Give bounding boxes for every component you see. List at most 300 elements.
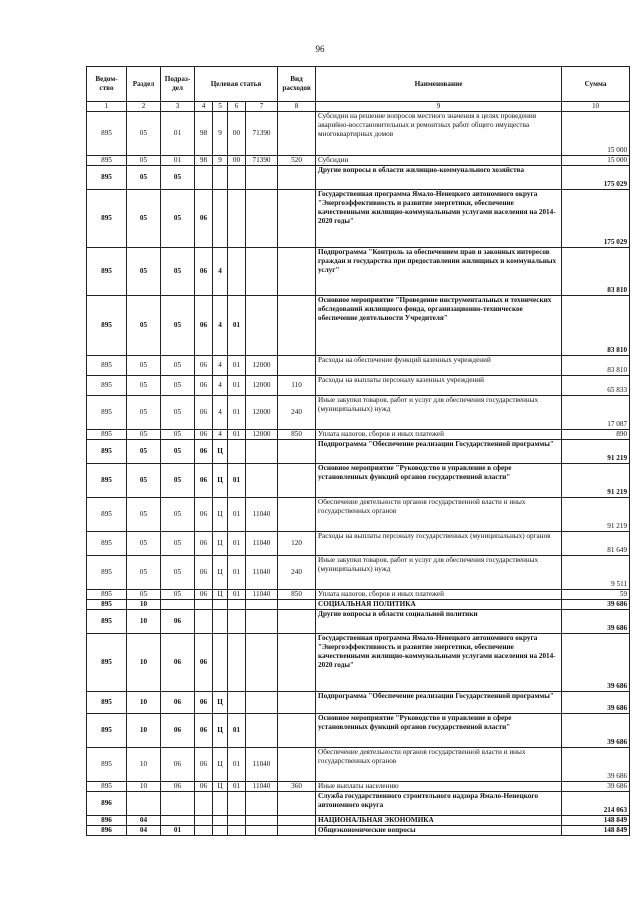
program-cell: 06 bbox=[195, 590, 213, 600]
vid-cell: 120 bbox=[278, 532, 316, 556]
sum-cell: 9 511 bbox=[562, 556, 630, 590]
event-cell bbox=[228, 634, 246, 692]
sum-cell: 83 810 bbox=[562, 356, 630, 376]
vid-cell bbox=[278, 112, 316, 156]
program-cell: 06 bbox=[195, 556, 213, 590]
name-cell: Государственная программа Ямало-Ненецкого автономного округа "Энергоэффективность и развитие энергетики, обеспечение качественными жилищно-коммунальными услугами населения на 2014-2020 годы" bbox=[316, 634, 562, 692]
vid-cell: 240 bbox=[278, 556, 316, 590]
name-cell: СОЦИАЛЬНАЯ ПОЛИТИКА bbox=[316, 600, 562, 610]
program-cell bbox=[195, 166, 213, 190]
podrazdel-cell: 05 bbox=[161, 248, 195, 296]
razdel-cell bbox=[127, 792, 161, 816]
table-row bbox=[87, 156, 630, 166]
razdel-cell: 05 bbox=[127, 190, 161, 248]
direction-cell: 12000 bbox=[246, 430, 278, 440]
program-cell bbox=[195, 816, 213, 826]
vid-cell bbox=[278, 634, 316, 692]
name-cell: Расходы на выплаты персоналу государственных (муниципальных) органов bbox=[316, 532, 562, 556]
podrazdel-cell: 01 bbox=[161, 112, 195, 156]
direction-cell bbox=[246, 464, 278, 498]
name-cell: Государственная программа Ямало-Ненецкого автономного округа "Энергоэффективность и развитие энергетики, обеспечение качественными жилищно-коммунальными услугами населения на 2014-2020 годы" bbox=[316, 190, 562, 248]
podrazdel-cell: 05 bbox=[161, 190, 195, 248]
program-cell: 06 bbox=[195, 782, 213, 792]
event-cell bbox=[228, 610, 246, 634]
subprogram-cell: 9 bbox=[213, 112, 228, 156]
program-cell: 06 bbox=[195, 376, 213, 396]
sum-cell: 175 029 bbox=[562, 190, 630, 248]
program-cell: 06 bbox=[195, 396, 213, 430]
vedomstvo-cell: 895 bbox=[87, 112, 127, 156]
subprogram-cell: 4 bbox=[213, 396, 228, 430]
sum-cell: 148 849 bbox=[562, 816, 630, 826]
direction-cell: 71390 bbox=[246, 156, 278, 166]
header-vedomstvo: Ведом-ство bbox=[87, 67, 127, 102]
razdel-cell: 10 bbox=[127, 634, 161, 692]
sum-cell: 175 029 bbox=[562, 166, 630, 190]
vid-cell bbox=[278, 248, 316, 296]
subprogram-cell bbox=[213, 634, 228, 692]
subprogram-cell bbox=[213, 166, 228, 190]
name-cell: Общеэкономические вопросы bbox=[316, 826, 562, 836]
vid-cell bbox=[278, 748, 316, 782]
vedomstvo-cell: 895 bbox=[87, 714, 127, 748]
name-cell: Уплата налогов, сборов и иных платежей bbox=[316, 590, 562, 600]
table-row bbox=[87, 748, 630, 782]
event-cell: 01 bbox=[228, 498, 246, 532]
vid-cell bbox=[278, 714, 316, 748]
subprogram-cell: 4 bbox=[213, 430, 228, 440]
table-row bbox=[87, 190, 630, 248]
program-cell: 06 bbox=[195, 430, 213, 440]
vid-cell bbox=[278, 600, 316, 610]
event-cell bbox=[228, 600, 246, 610]
vedomstvo-cell: 895 bbox=[87, 498, 127, 532]
podrazdel-cell: 06 bbox=[161, 714, 195, 748]
vedomstvo-cell: 895 bbox=[87, 356, 127, 376]
direction-cell bbox=[246, 440, 278, 464]
podrazdel-cell: 06 bbox=[161, 610, 195, 634]
event-cell bbox=[228, 792, 246, 816]
vid-cell bbox=[278, 296, 316, 356]
event-cell bbox=[228, 816, 246, 826]
header-row bbox=[87, 67, 630, 102]
subprogram-cell: 4 bbox=[213, 356, 228, 376]
name-cell: Служба государственного строительного надзора Ямало-Ненецкого автономного округа bbox=[316, 792, 562, 816]
vedomstvo-cell: 895 bbox=[87, 190, 127, 248]
event-cell: 01 bbox=[228, 590, 246, 600]
direction-cell: 11040 bbox=[246, 782, 278, 792]
program-cell: 98 bbox=[195, 156, 213, 166]
name-cell: Другие вопросы в области жилищно-коммунального хозяйства bbox=[316, 166, 562, 190]
podrazdel-cell bbox=[161, 792, 195, 816]
table-row bbox=[87, 714, 630, 748]
event-cell bbox=[228, 440, 246, 464]
vedomstvo-cell: 895 bbox=[87, 464, 127, 498]
podrazdel-cell: 06 bbox=[161, 634, 195, 692]
header-naimenovanie: Наименование bbox=[316, 67, 562, 102]
event-cell: 01 bbox=[228, 296, 246, 356]
table-row bbox=[87, 634, 630, 692]
sum-cell: 39 686 bbox=[562, 600, 630, 610]
event-cell: 01 bbox=[228, 782, 246, 792]
subprogram-cell: 4 bbox=[213, 376, 228, 396]
razdel-cell: 05 bbox=[127, 464, 161, 498]
sum-cell: 65 833 bbox=[562, 376, 630, 396]
column-number: 8 bbox=[278, 102, 316, 112]
program-cell: 06 bbox=[195, 440, 213, 464]
program-cell: 06 bbox=[195, 634, 213, 692]
podrazdel-cell: 01 bbox=[161, 826, 195, 836]
table-row bbox=[87, 692, 630, 714]
vedomstvo-cell: 895 bbox=[87, 440, 127, 464]
podrazdel-cell: 05 bbox=[161, 376, 195, 396]
razdel-cell: 05 bbox=[127, 430, 161, 440]
direction-cell: 11040 bbox=[246, 590, 278, 600]
column-number: 4 bbox=[195, 102, 213, 112]
event-cell: 01 bbox=[228, 556, 246, 590]
subprogram-cell: Ц bbox=[213, 692, 228, 714]
vid-cell bbox=[278, 440, 316, 464]
column-number: 9 bbox=[316, 102, 562, 112]
razdel-cell: 05 bbox=[127, 156, 161, 166]
event-cell: 01 bbox=[228, 396, 246, 430]
vedomstvo-cell: 895 bbox=[87, 600, 127, 610]
name-cell: Субсидии на решение вопросов местного значения в целях проведения аварийно-восстановительных и ремонтных работ общего имущества многоквартирных домов bbox=[316, 112, 562, 156]
sum-cell: 81 649 bbox=[562, 532, 630, 556]
direction-cell: 11040 bbox=[246, 556, 278, 590]
podrazdel-cell bbox=[161, 600, 195, 610]
podrazdel-cell: 06 bbox=[161, 692, 195, 714]
program-cell: 06 bbox=[195, 748, 213, 782]
vedomstvo-cell: 895 bbox=[87, 748, 127, 782]
program-cell: 06 bbox=[195, 464, 213, 498]
vedomstvo-cell: 895 bbox=[87, 376, 127, 396]
event-cell: 01 bbox=[228, 532, 246, 556]
subprogram-cell bbox=[213, 792, 228, 816]
podrazdel-cell: 05 bbox=[161, 440, 195, 464]
razdel-cell: 05 bbox=[127, 356, 161, 376]
sum-cell: 91 219 bbox=[562, 464, 630, 498]
vid-cell bbox=[278, 826, 316, 836]
razdel-cell: 10 bbox=[127, 782, 161, 792]
name-cell: Расходы на обеспечение функций казенных учреждений bbox=[316, 356, 562, 376]
vedomstvo-cell: 895 bbox=[87, 248, 127, 296]
event-cell: 01 bbox=[228, 430, 246, 440]
sum-cell: 91 219 bbox=[562, 440, 630, 464]
subprogram-cell: Ц bbox=[213, 556, 228, 590]
subprogram-cell: Ц bbox=[213, 532, 228, 556]
table-row bbox=[87, 396, 630, 430]
table-row bbox=[87, 826, 630, 836]
name-cell: Обеспечение деятельности органов государственной власти и иных государственных органов bbox=[316, 498, 562, 532]
razdel-cell: 04 bbox=[127, 816, 161, 826]
vid-cell: 850 bbox=[278, 590, 316, 600]
vid-cell bbox=[278, 816, 316, 826]
direction-cell bbox=[246, 190, 278, 248]
subprogram-cell: Ц bbox=[213, 782, 228, 792]
table-row bbox=[87, 792, 630, 816]
razdel-cell: 05 bbox=[127, 498, 161, 532]
header-summa: Сумма bbox=[562, 67, 630, 102]
vid-cell: 110 bbox=[278, 376, 316, 396]
podrazdel-cell: 05 bbox=[161, 590, 195, 600]
program-cell: 06 bbox=[195, 692, 213, 714]
vid-cell bbox=[278, 464, 316, 498]
direction-cell bbox=[246, 816, 278, 826]
vedomstvo-cell: 895 bbox=[87, 782, 127, 792]
event-cell bbox=[228, 826, 246, 836]
vid-cell: 240 bbox=[278, 396, 316, 430]
table-row bbox=[87, 464, 630, 498]
razdel-cell: 05 bbox=[127, 112, 161, 156]
event-cell bbox=[228, 166, 246, 190]
event-cell bbox=[228, 190, 246, 248]
subprogram-cell: Ц bbox=[213, 748, 228, 782]
name-cell: Уплата налогов, сборов и иных платежей bbox=[316, 430, 562, 440]
vid-cell: 850 bbox=[278, 430, 316, 440]
vedomstvo-cell: 896 bbox=[87, 826, 127, 836]
program-cell bbox=[195, 600, 213, 610]
table-row bbox=[87, 816, 630, 826]
razdel-cell: 05 bbox=[127, 296, 161, 356]
sum-cell: 91 219 bbox=[562, 498, 630, 532]
direction-cell: 11040 bbox=[246, 532, 278, 556]
podrazdel-cell: 05 bbox=[161, 556, 195, 590]
event-cell: 01 bbox=[228, 356, 246, 376]
header-celevaya-statya: Целевая статья bbox=[195, 67, 278, 102]
vid-cell bbox=[278, 498, 316, 532]
direction-cell bbox=[246, 714, 278, 748]
table-row bbox=[87, 498, 630, 532]
sum-cell: 15 000 bbox=[562, 112, 630, 156]
program-cell bbox=[195, 610, 213, 634]
column-number: 2 bbox=[127, 102, 161, 112]
program-cell: 06 bbox=[195, 296, 213, 356]
event-cell: 01 bbox=[228, 714, 246, 748]
razdel-cell: 05 bbox=[127, 590, 161, 600]
sum-cell: 39 686 bbox=[562, 748, 630, 782]
vedomstvo-cell: 895 bbox=[87, 396, 127, 430]
table-row bbox=[87, 440, 630, 464]
sum-cell: 39 686 bbox=[562, 782, 630, 792]
direction-cell: 11040 bbox=[246, 748, 278, 782]
sum-cell: 148 849 bbox=[562, 826, 630, 836]
table-row bbox=[87, 356, 630, 376]
vid-cell bbox=[278, 356, 316, 376]
name-cell: Иные закупки товаров, работ и услуг для обеспечения государственных (муниципальных) нужд bbox=[316, 396, 562, 430]
direction-cell bbox=[246, 634, 278, 692]
direction-cell bbox=[246, 600, 278, 610]
column-number: 10 bbox=[562, 102, 630, 112]
subprogram-cell: Ц bbox=[213, 498, 228, 532]
sum-cell: 59 bbox=[562, 590, 630, 600]
table-row bbox=[87, 248, 630, 296]
direction-cell bbox=[246, 610, 278, 634]
direction-cell: 12000 bbox=[246, 376, 278, 396]
direction-cell bbox=[246, 692, 278, 714]
table-row bbox=[87, 590, 630, 600]
program-cell: 06 bbox=[195, 532, 213, 556]
subprogram-cell bbox=[213, 600, 228, 610]
vedomstvo-cell: 896 bbox=[87, 792, 127, 816]
direction-cell: 71390 bbox=[246, 112, 278, 156]
direction-cell bbox=[246, 826, 278, 836]
column-number: 1 bbox=[87, 102, 127, 112]
name-cell: Расходы на выплаты персоналу казенных учреждений bbox=[316, 376, 562, 396]
direction-cell: 11040 bbox=[246, 498, 278, 532]
column-number: 3 bbox=[161, 102, 195, 112]
event-cell: 01 bbox=[228, 376, 246, 396]
column-number: 6 bbox=[228, 102, 246, 112]
podrazdel-cell: 06 bbox=[161, 782, 195, 792]
sum-cell: 17 087 bbox=[562, 396, 630, 430]
vedomstvo-cell: 895 bbox=[87, 590, 127, 600]
program-cell: 06 bbox=[195, 248, 213, 296]
sum-cell: 15 000 bbox=[562, 156, 630, 166]
podrazdel-cell: 05 bbox=[161, 356, 195, 376]
name-cell: Подпрограмма "Обеспечение реализации Государственной программы" bbox=[316, 692, 562, 714]
subprogram-cell: Ц bbox=[213, 440, 228, 464]
sum-cell: 890 bbox=[562, 430, 630, 440]
sum-cell: 83 810 bbox=[562, 248, 630, 296]
subprogram-cell: 4 bbox=[213, 296, 228, 356]
vedomstvo-cell: 895 bbox=[87, 532, 127, 556]
sum-cell: 39 686 bbox=[562, 692, 630, 714]
vedomstvo-cell: 895 bbox=[87, 692, 127, 714]
podrazdel-cell: 01 bbox=[161, 156, 195, 166]
name-cell: Подпрограмма "Обеспечение реализации Государственной программы" bbox=[316, 440, 562, 464]
razdel-cell: 10 bbox=[127, 692, 161, 714]
event-cell: 00 bbox=[228, 156, 246, 166]
page-number: 96 bbox=[315, 44, 325, 54]
vid-cell bbox=[278, 166, 316, 190]
podrazdel-cell: 06 bbox=[161, 748, 195, 782]
column-number-row bbox=[87, 102, 630, 112]
vid-cell: 520 bbox=[278, 156, 316, 166]
event-cell: 01 bbox=[228, 464, 246, 498]
razdel-cell: 05 bbox=[127, 376, 161, 396]
sum-cell: 39 686 bbox=[562, 610, 630, 634]
program-cell: 06 bbox=[195, 356, 213, 376]
name-cell: Обеспечение деятельности органов государственной власти и иных государственных органов bbox=[316, 748, 562, 782]
direction-cell bbox=[246, 296, 278, 356]
program-cell bbox=[195, 826, 213, 836]
vedomstvo-cell: 896 bbox=[87, 816, 127, 826]
vedomstvo-cell: 895 bbox=[87, 556, 127, 590]
subprogram-cell: Ц bbox=[213, 590, 228, 600]
vedomstvo-cell: 895 bbox=[87, 610, 127, 634]
name-cell: Основное мероприятие "Проведение инструментальных и технических обследований жилищного фонда, организационно-техническое обеспечение деятельности Учредителя" bbox=[316, 296, 562, 356]
program-cell: 98 bbox=[195, 112, 213, 156]
vedomstvo-cell: 895 bbox=[87, 166, 127, 190]
direction-cell bbox=[246, 792, 278, 816]
podrazdel-cell: 05 bbox=[161, 532, 195, 556]
table-row bbox=[87, 112, 630, 156]
event-cell bbox=[228, 248, 246, 296]
podrazdel-cell: 05 bbox=[161, 396, 195, 430]
name-cell: Иные выплаты населению bbox=[316, 782, 562, 792]
vid-cell bbox=[278, 792, 316, 816]
name-cell: Иные закупки товаров, работ и услуг для обеспечения государственных (муниципальных) нужд bbox=[316, 556, 562, 590]
table-row bbox=[87, 376, 630, 396]
vedomstvo-cell: 895 bbox=[87, 296, 127, 356]
column-number: 5 bbox=[213, 102, 228, 112]
name-cell: Субсидии bbox=[316, 156, 562, 166]
razdel-cell: 05 bbox=[127, 440, 161, 464]
program-cell: 06 bbox=[195, 190, 213, 248]
razdel-cell: 10 bbox=[127, 714, 161, 748]
direction-cell bbox=[246, 248, 278, 296]
sum-cell: 83 810 bbox=[562, 296, 630, 356]
razdel-cell: 04 bbox=[127, 826, 161, 836]
subprogram-cell: 9 bbox=[213, 156, 228, 166]
vedomstvo-cell: 895 bbox=[87, 634, 127, 692]
podrazdel-cell: 05 bbox=[161, 166, 195, 190]
table-row bbox=[87, 556, 630, 590]
event-cell bbox=[228, 692, 246, 714]
event-cell: 01 bbox=[228, 748, 246, 782]
subprogram-cell: Ц bbox=[213, 714, 228, 748]
event-cell: 00 bbox=[228, 112, 246, 156]
podrazdel-cell: 05 bbox=[161, 464, 195, 498]
name-cell: Основное мероприятие "Руководство и управление в сфере установленных функций органов государственной власти" bbox=[316, 714, 562, 748]
sum-cell: 39 686 bbox=[562, 714, 630, 748]
table-row bbox=[87, 532, 630, 556]
header-podrazdel: Подраз-дел bbox=[161, 67, 195, 102]
direction-cell: 12000 bbox=[246, 356, 278, 376]
name-cell: Подпрограмма "Контроль за обеспечением прав и законных интересов граждан и государства при предоставлении жилищных и коммунальных услуг" bbox=[316, 248, 562, 296]
vid-cell bbox=[278, 190, 316, 248]
header-razdel: Раздел bbox=[127, 67, 161, 102]
razdel-cell: 05 bbox=[127, 396, 161, 430]
vid-cell: 360 bbox=[278, 782, 316, 792]
sum-cell: 39 686 bbox=[562, 634, 630, 692]
razdel-cell: 05 bbox=[127, 532, 161, 556]
table-row bbox=[87, 610, 630, 634]
razdel-cell: 10 bbox=[127, 748, 161, 782]
name-cell: НАЦИОНАЛЬНАЯ ЭКОНОМИКА bbox=[316, 816, 562, 826]
podrazdel-cell bbox=[161, 816, 195, 826]
vedomstvo-cell: 895 bbox=[87, 156, 127, 166]
program-cell bbox=[195, 792, 213, 816]
vid-cell bbox=[278, 610, 316, 634]
program-cell: 06 bbox=[195, 714, 213, 748]
razdel-cell: 05 bbox=[127, 556, 161, 590]
name-cell: Другие вопросы в области социальной политики bbox=[316, 610, 562, 634]
table-row bbox=[87, 782, 630, 792]
header-vid-rashodov: Вид расходов bbox=[278, 67, 316, 102]
subprogram-cell: Ц bbox=[213, 464, 228, 498]
razdel-cell: 05 bbox=[127, 166, 161, 190]
name-cell: Основное мероприятие "Руководство и управление в сфере установленных функций органов государственной власти" bbox=[316, 464, 562, 498]
razdel-cell: 05 bbox=[127, 248, 161, 296]
vedomstvo-cell: 895 bbox=[87, 430, 127, 440]
table-row bbox=[87, 600, 630, 610]
podrazdel-cell: 05 bbox=[161, 430, 195, 440]
razdel-cell: 10 bbox=[127, 610, 161, 634]
vid-cell bbox=[278, 692, 316, 714]
podrazdel-cell: 05 bbox=[161, 296, 195, 356]
column-number: 7 bbox=[246, 102, 278, 112]
program-cell: 06 bbox=[195, 498, 213, 532]
subprogram-cell: 4 bbox=[213, 248, 228, 296]
table-body bbox=[87, 112, 630, 836]
direction-cell bbox=[246, 166, 278, 190]
subprogram-cell bbox=[213, 610, 228, 634]
table-row bbox=[87, 296, 630, 356]
subprogram-cell bbox=[213, 190, 228, 248]
subprogram-cell bbox=[213, 816, 228, 826]
